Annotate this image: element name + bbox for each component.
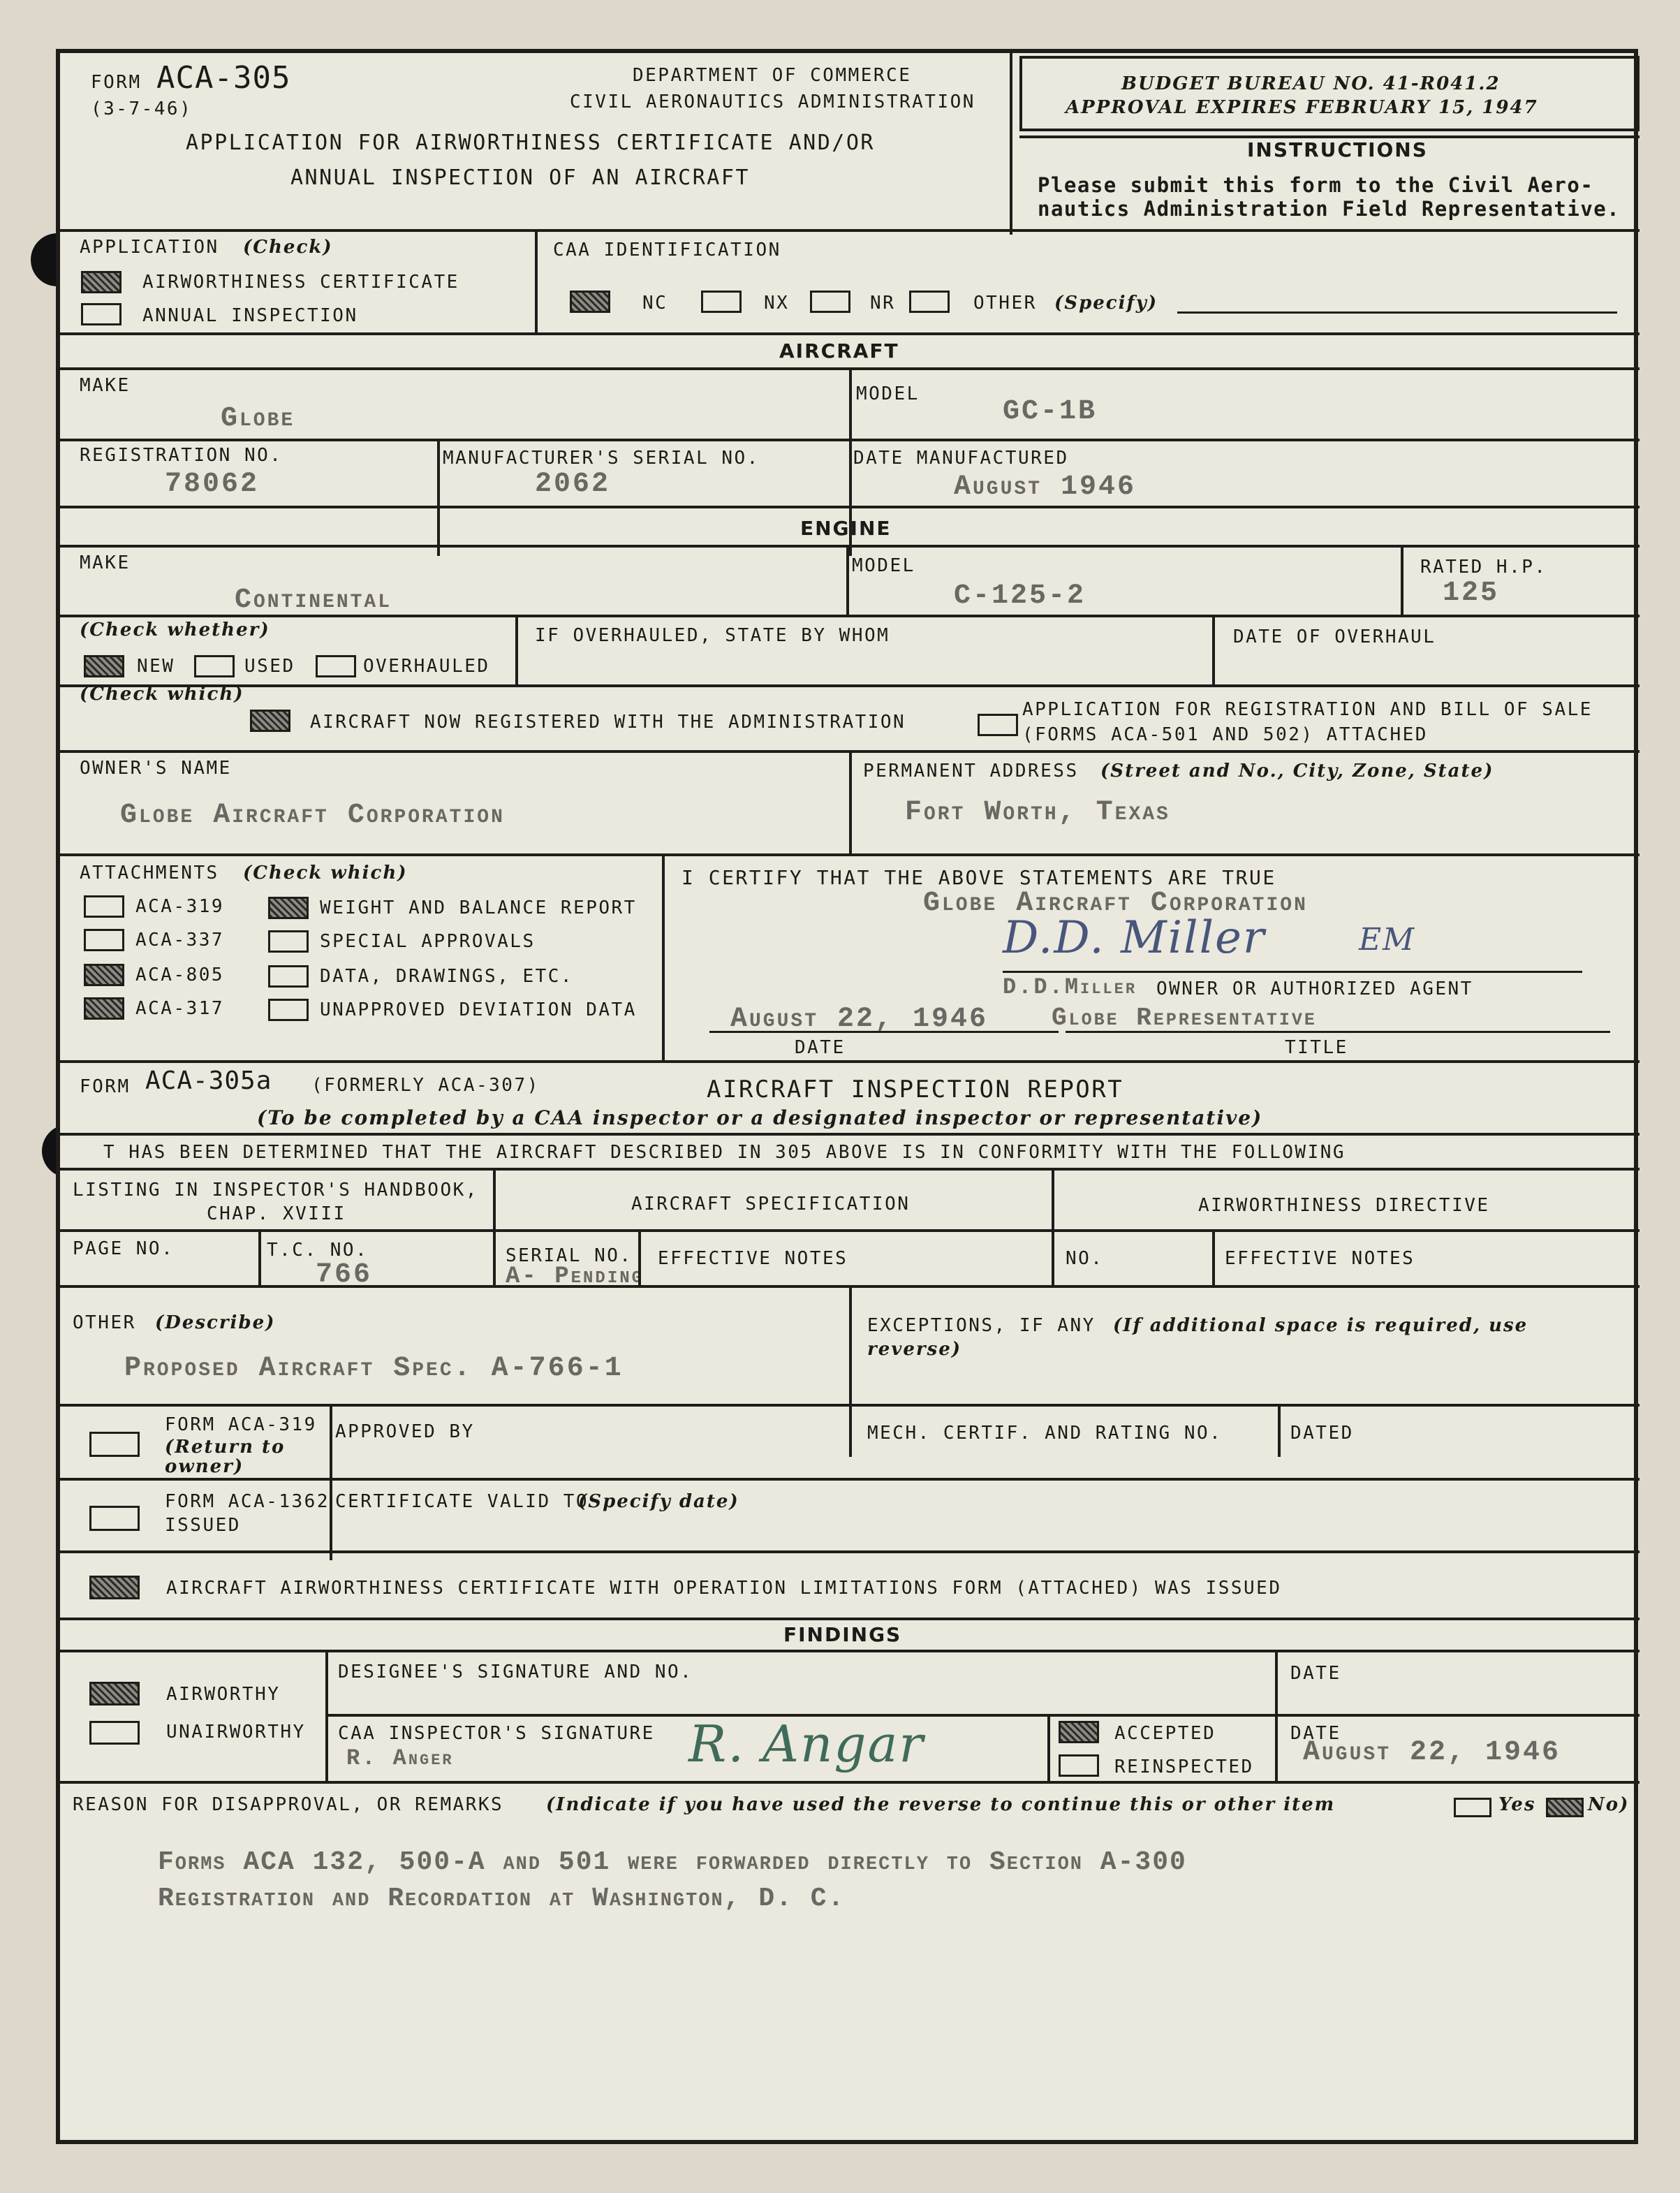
- airworthiness-certificate-label: AIRWORTHINESS CERTIFICATE: [142, 272, 459, 293]
- unairworthy-label: UNAIRWORTHY: [166, 1722, 306, 1743]
- accepted-label: ACCEPTED: [1114, 1723, 1216, 1744]
- report-formerly: (FORMERLY ACA-307): [311, 1075, 540, 1096]
- date-of-overhaul-label: DATE OF OVERHAUL: [1233, 626, 1436, 647]
- form-date: (3-7-46): [91, 98, 193, 119]
- mech-certif-label: MECH. CERTIF. AND RATING NO.: [867, 1423, 1223, 1444]
- aca-805-label: ACA-805: [135, 965, 225, 985]
- listing-line-2: CHAP. XVIII: [207, 1203, 346, 1224]
- inspector-date-label: DATE: [1290, 1723, 1341, 1744]
- certify-title-value: Globe Representative: [1052, 1004, 1317, 1032]
- registration-application-line-1: APPLICATION FOR REGISTRATION AND BILL OF SALE: [1022, 699, 1593, 720]
- data-drawings-label: DATA, DRAWINGS, ETC.: [320, 966, 574, 987]
- other-describe-value: Proposed Aircraft Spec. A-766-1: [124, 1353, 624, 1384]
- permanent-address-label: PERMANENT ADDRESS: [863, 761, 1079, 782]
- certify-date-value: August 22, 1946: [730, 1004, 989, 1035]
- special-approvals-label: SPECIAL APPROVALS: [320, 931, 536, 952]
- reinspected-label: REINSPECTED: [1114, 1756, 1254, 1777]
- exceptions-hint-line-1: (If additional space is required, use: [1113, 1315, 1528, 1336]
- form-sheet: [56, 49, 1638, 2144]
- date-manufactured-label: DATE MANUFACTURED: [853, 448, 1069, 469]
- rated-hp-label: RATED H.P.: [1420, 557, 1547, 578]
- aca-337-label: ACA-337: [135, 930, 225, 951]
- form-title-line-2: ANNUAL INSPECTION OF AN AIRCRAFT: [290, 166, 750, 190]
- conformity-statement: T HAS BEEN DETERMINED THAT THE AIRCRAFT DESCRIBED IN 305 ABOVE IS IN CONFORMITY WITH THE FOLLOWING: [103, 1142, 1346, 1163]
- approval-expires: APPROVAL EXPIRES FEBRUARY 15, 1947: [1066, 97, 1538, 118]
- data-drawings-checkbox[interactable]: [268, 965, 309, 988]
- remarks-line-2: Registration and Recordation at Washington, D. C.: [158, 1884, 846, 1914]
- serial-no-value: A- Pending: [506, 1263, 644, 1290]
- engine-overhauled-checkbox[interactable]: [316, 655, 356, 677]
- certify-title-line[interactable]: [1066, 1031, 1610, 1033]
- aca-317-label: ACA-317: [135, 998, 225, 1019]
- caa-inspector-signature: R. Angar: [688, 1715, 924, 1773]
- engine-new-label: NEW: [137, 656, 175, 677]
- engine-used-label: USED: [244, 656, 295, 677]
- approved-by-label: APPROVED BY: [335, 1421, 475, 1442]
- initials-mark: EM: [1359, 922, 1416, 958]
- certificate-issued-checkbox[interactable]: [89, 1576, 140, 1599]
- nc-checkbox[interactable]: [570, 291, 610, 313]
- certificate-issued-label: AIRCRAFT AIRWORTHINESS CERTIFICATE WITH OPERATION LIMITATIONS FORM (ATTACHED) WAS ISSUED: [166, 1578, 1282, 1599]
- airworthiness-directive-label: AIRWORTHINESS DIRECTIVE: [1198, 1195, 1490, 1216]
- report-form-number: ACA-305a: [145, 1066, 272, 1095]
- aircraft-make-label: MAKE: [80, 375, 131, 396]
- aircraft-make-value: Globe: [221, 403, 295, 434]
- attachments-check-hint: (Check which): [243, 863, 408, 883]
- aircraft-registered-checkbox[interactable]: [250, 710, 290, 732]
- unairworthy-checkbox[interactable]: [89, 1721, 140, 1745]
- report-title: AIRCRAFT INSPECTION REPORT: [707, 1076, 1124, 1103]
- application-check-hint: (Check): [243, 237, 333, 258]
- findings-section-title: FINDINGS: [783, 1623, 902, 1646]
- designee-date-label: DATE: [1290, 1663, 1341, 1684]
- engine-new-checkbox[interactable]: [84, 655, 124, 677]
- certify-statement: I CERTIFY THAT THE ABOVE STATEMENTS ARE TRUE: [681, 866, 1276, 889]
- registration-application-line-2: (FORMS ACA-501 AND 502) ATTACHED: [1022, 724, 1428, 745]
- remarks-hint: (Indicate if you have used the reverse to continue this or other item: [546, 1794, 1336, 1815]
- check-whether-hint: (Check whether): [80, 619, 270, 640]
- instructions-title: INSTRUCTIONS: [1247, 138, 1428, 161]
- caa-identification-label: CAA IDENTIFICATION: [553, 240, 781, 261]
- specify-hint: (Specify): [1054, 293, 1158, 314]
- date-manufactured-value: August 1946: [954, 471, 1137, 503]
- return-to-line-1: (Return to: [165, 1437, 286, 1458]
- aircraft-specification-label: AIRCRAFT SPECIFICATION: [631, 1194, 911, 1215]
- certify-date-line[interactable]: [709, 1031, 1059, 1033]
- exceptions-hint-line-2: reverse): [867, 1339, 962, 1360]
- directive-no-label: NO.: [1066, 1248, 1104, 1269]
- check-which-hint: (Check which): [80, 684, 244, 705]
- accepted-checkbox[interactable]: [1059, 1721, 1099, 1743]
- certificate-valid-label: CERTIFICATE VALID TO: [335, 1491, 589, 1512]
- other-describe-hint: (Describe): [155, 1312, 276, 1333]
- report-subtitle: (To be completed by a CAA inspector or a designated inspector or representative): [257, 1106, 1263, 1129]
- airworthy-label: AIRWORTHY: [166, 1684, 281, 1705]
- aircraft-registered-label: AIRCRAFT NOW REGISTERED WITH THE ADMINISTRATION: [310, 712, 906, 733]
- directive-effective-notes-label: EFFECTIVE NOTES: [1225, 1248, 1415, 1269]
- date-caption: DATE: [795, 1037, 846, 1058]
- nx-label: NX: [764, 293, 790, 314]
- nc-label: NC: [642, 293, 668, 314]
- caa-inspector-signature-label: CAA INSPECTOR'S SIGNATURE: [338, 1723, 655, 1744]
- aircraft-section-title: AIRCRAFT: [779, 339, 899, 362]
- aca-317-checkbox[interactable]: [84, 997, 124, 1020]
- unapproved-deviation-label: UNAPPROVED DEVIATION DATA: [320, 999, 637, 1020]
- serial-no-label: SERIAL NO.: [506, 1245, 633, 1266]
- aca-805-checkbox[interactable]: [84, 964, 124, 986]
- form-number: ACA-305: [156, 60, 291, 96]
- return-to-line-2: owner): [165, 1456, 244, 1477]
- unapproved-deviation-checkbox[interactable]: [268, 999, 309, 1021]
- engine-section-title: ENGINE: [800, 517, 892, 540]
- spec-effective-notes-label: EFFECTIVE NOTES: [658, 1248, 848, 1269]
- title-caption: TITLE: [1285, 1037, 1348, 1058]
- designee-signature-label: DESIGNEE'S SIGNATURE AND NO.: [338, 1662, 693, 1682]
- caa-inspector-typed-name: R. Anger: [346, 1745, 454, 1771]
- engine-model-value: C-125-2: [954, 580, 1086, 612]
- aca-337-checkbox[interactable]: [84, 929, 124, 951]
- owner-typed-name: D.D.Miller: [1003, 974, 1137, 1000]
- form-label: FORM: [91, 72, 142, 93]
- remarks-line-1: Forms ACA 132, 500-A and 501 were forwarded directly to Section A-300: [158, 1847, 1187, 1877]
- aircraft-model-label: MODEL: [856, 383, 920, 404]
- other-describe-label: OTHER: [73, 1312, 136, 1333]
- engine-make-label: MAKE: [80, 552, 131, 573]
- nx-checkbox[interactable]: [701, 291, 742, 313]
- page-no-label: PAGE NO.: [73, 1238, 175, 1259]
- aircraft-model-value: GC-1B: [1003, 396, 1098, 427]
- manufacturer-serial-label: MANUFACTURER'S SERIAL NO.: [443, 448, 760, 469]
- exceptions-label: EXCEPTIONS, IF ANY: [867, 1315, 1096, 1336]
- listing-line-1: LISTING IN INSPECTOR'S HANDBOOK,: [73, 1180, 478, 1201]
- nr-checkbox[interactable]: [810, 291, 850, 313]
- remarks-no-checkbox[interactable]: [1546, 1798, 1584, 1817]
- manufacturer-serial-value: 2062: [535, 469, 611, 500]
- form-aca-319-label: FORM ACA-319: [165, 1414, 317, 1435]
- tc-no-value: 766: [316, 1259, 373, 1291]
- owner-signature-line[interactable]: [1003, 971, 1582, 973]
- other-specify-field[interactable]: [1177, 311, 1617, 314]
- aca-319-checkbox[interactable]: [84, 895, 124, 918]
- tc-no-label: T.C. NO.: [267, 1240, 369, 1261]
- permanent-address-value: Fort Worth, Texas: [905, 797, 1170, 828]
- overhauled-by-label: IF OVERHAULED, STATE BY WHOM: [535, 625, 890, 646]
- remarks-label: REASON FOR DISAPPROVAL, OR REMARKS: [73, 1794, 504, 1815]
- registration-no-value: 78062: [165, 469, 260, 500]
- budget-bureau: BUDGET BUREAU NO. 41-R041.2: [1121, 73, 1501, 94]
- owner-signature: D.D. Miller: [1003, 912, 1266, 964]
- reinspected-checkbox[interactable]: [1059, 1754, 1099, 1777]
- rated-hp-value: 125: [1443, 578, 1500, 609]
- other-checkbox[interactable]: [909, 291, 950, 313]
- special-approvals-checkbox[interactable]: [268, 930, 309, 953]
- inspector-date-value: August 22, 1946: [1303, 1737, 1561, 1768]
- engine-model-label: MODEL: [852, 555, 915, 576]
- aca-319-label: ACA-319: [135, 896, 225, 917]
- weight-balance-checkbox[interactable]: [268, 897, 309, 919]
- remarks-no-label: No): [1588, 1794, 1630, 1815]
- certificate-valid-hint: (Specify date): [578, 1491, 739, 1512]
- administration: CIVIL AERONAUTICS ADMINISTRATION: [570, 91, 975, 112]
- form-aca-1362-label: FORM ACA-1362: [165, 1491, 330, 1512]
- annual-inspection-label: ANNUAL INSPECTION: [142, 305, 358, 326]
- instructions-line-2: nautics Administration Field Representative.: [1038, 197, 1621, 221]
- attachments-label: ATTACHMENTS: [80, 863, 219, 883]
- airworthy-checkbox[interactable]: [89, 1682, 140, 1706]
- engine-overhauled-label: OVERHAULED: [363, 656, 490, 677]
- report-form-label: FORM: [80, 1076, 131, 1097]
- nr-label: NR: [870, 293, 896, 314]
- registration-no-label: REGISTRATION NO.: [80, 445, 283, 466]
- dated-label: DATED: [1290, 1423, 1354, 1444]
- certify-company: Globe Aircraft Corporation: [923, 888, 1308, 919]
- owner-name-label: OWNER'S NAME: [80, 758, 232, 779]
- application-label: APPLICATION: [80, 237, 219, 258]
- form-aca-1362-checkbox[interactable]: [89, 1506, 140, 1531]
- airworthiness-certificate-checkbox[interactable]: [81, 271, 121, 293]
- owner-agent-label: OWNER OR AUTHORIZED AGENT: [1156, 978, 1473, 999]
- instructions-line-1: Please submit this form to the Civil Aero-: [1038, 173, 1594, 197]
- engine-make-value: Continental: [235, 585, 392, 616]
- remarks-yes-checkbox[interactable]: [1454, 1798, 1491, 1817]
- registration-application-checkbox[interactable]: [978, 714, 1018, 736]
- owner-name-value: Globe Aircraft Corporation: [120, 800, 505, 831]
- department: DEPARTMENT OF COMMERCE: [633, 65, 912, 86]
- other-label: OTHER: [973, 293, 1037, 314]
- form-title-line-1: APPLICATION FOR AIRWORTHINESS CERTIFICATE AND/OR: [186, 131, 875, 155]
- remarks-yes-label: Yes: [1498, 1794, 1536, 1815]
- form-aca-1362-issued: ISSUED: [165, 1515, 241, 1536]
- permanent-address-hint: (Street and No., City, Zone, State): [1100, 761, 1494, 782]
- engine-used-checkbox[interactable]: [194, 655, 235, 677]
- weight-balance-label: WEIGHT AND BALANCE REPORT: [320, 897, 637, 918]
- form-aca-319-checkbox[interactable]: [89, 1432, 140, 1457]
- annual-inspection-checkbox[interactable]: [81, 303, 121, 325]
